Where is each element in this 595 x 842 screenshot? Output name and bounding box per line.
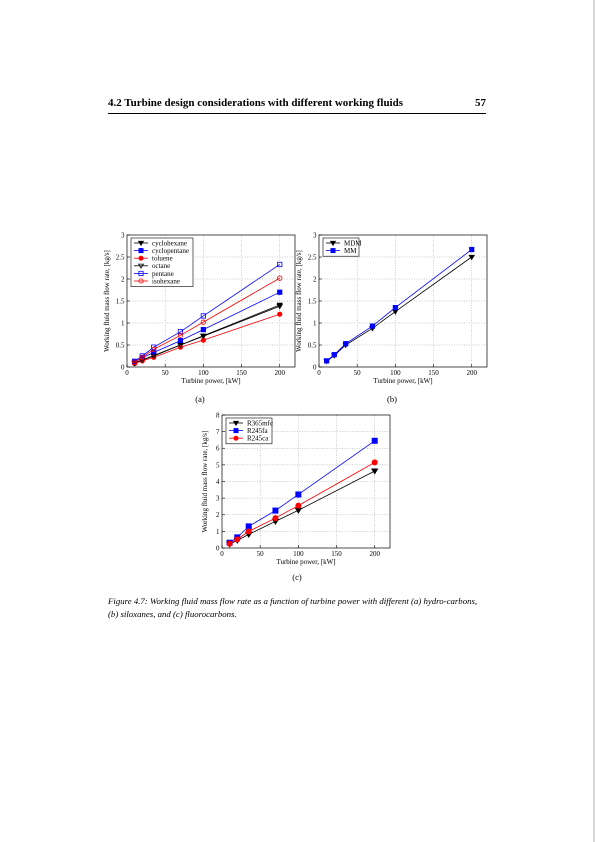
data-point — [278, 312, 282, 316]
y-tick-label: 0 — [121, 363, 125, 372]
data-point — [246, 529, 251, 534]
x-tick-label: 100 — [198, 369, 209, 377]
legend — [323, 238, 362, 256]
y-tick-label: 1 — [121, 319, 125, 328]
legend-label: isohexane — [152, 277, 180, 286]
legend-label: octane — [152, 262, 171, 271]
chart-hydrocarbons — [100, 228, 300, 394]
x-tick-label: 150 — [331, 550, 342, 558]
y-tick-label: 0 — [216, 544, 220, 553]
data-point — [370, 324, 374, 328]
x-tick-label: 0 — [317, 369, 321, 377]
subfigure-label-c: (c) — [292, 572, 302, 582]
legend-marker — [139, 256, 143, 260]
x-tick-label: 200 — [369, 550, 380, 558]
y-tick-label: 0 — [313, 363, 317, 372]
chart-fluorocarbons — [200, 410, 400, 572]
y-tick-label: 2 — [121, 275, 125, 284]
data-point — [273, 515, 278, 520]
legend-marker — [234, 436, 238, 440]
legend-marker — [234, 429, 238, 433]
y-tick-label: 2.5 — [115, 253, 125, 262]
x-tick-label: 100 — [390, 369, 401, 377]
data-point — [246, 524, 251, 529]
y-tick-label: 1.5 — [115, 297, 125, 306]
y-tick-label: 3 — [313, 231, 317, 240]
data-point — [344, 341, 348, 345]
data-point — [324, 359, 328, 363]
x-tick-label: 100 — [293, 550, 304, 558]
x-tick-label: 200 — [466, 369, 477, 377]
data-point — [393, 305, 397, 309]
y-tick-label: 1 — [313, 319, 317, 328]
data-point — [470, 247, 474, 251]
data-point — [332, 352, 336, 356]
chart-svg — [100, 228, 300, 394]
data-point — [273, 508, 278, 513]
y-axis-label: Working fluid mass flow rate, [kg/s] — [103, 250, 111, 352]
legend-label: R245fa — [247, 427, 268, 435]
y-tick-label: 7 — [216, 428, 220, 437]
legend-label: R245ca — [247, 434, 269, 443]
chart-siloxanes — [292, 228, 492, 394]
y-tick-label: 1 — [216, 527, 220, 536]
x-axis-label: Turbine power, [kW] — [276, 558, 336, 566]
x-tick-label: 50 — [256, 550, 264, 558]
y-tick-label: 0.5 — [115, 341, 125, 350]
data-point — [372, 460, 377, 465]
legend-marker — [331, 249, 335, 253]
y-tick-label: 4 — [216, 477, 220, 486]
data-point — [296, 503, 301, 508]
legend-label: MDM — [344, 239, 362, 248]
x-axis-label: Turbine power, [kW] — [373, 377, 433, 385]
x-axis-label: Turbine power, [kW] — [181, 377, 241, 385]
chart-svg — [200, 410, 400, 572]
data-point — [227, 541, 232, 546]
legend-label: cyclohexane — [152, 239, 187, 248]
figure-caption: Figure 4.7: Working fluid mass flow rate as a function of turbine power with different (a) hydro-carbons, (b) siloxanes, and (c) fluorocarbons. — [108, 596, 478, 619]
section-title: 4.2 Turbine design considerations with different working fluids — [108, 97, 404, 109]
chart-svg — [292, 228, 492, 394]
y-tick-label: 2 — [313, 275, 317, 284]
data-point — [278, 290, 282, 294]
y-tick-label: 1.5 — [307, 297, 317, 306]
subfigure-label-b: (b) — [387, 394, 397, 404]
running-header — [108, 97, 486, 114]
x-tick-label: 150 — [428, 369, 439, 377]
y-tick-label: 3 — [216, 494, 220, 503]
legend-label: MM — [344, 247, 357, 255]
x-tick-label: 0 — [220, 550, 224, 558]
y-tick-label: 2 — [216, 511, 220, 520]
subfigure-label-a: (a) — [195, 394, 205, 404]
page-number: 57 — [475, 97, 486, 109]
legend — [131, 238, 193, 287]
x-tick-label: 200 — [274, 369, 285, 377]
legend-label: R365mfc — [247, 419, 274, 428]
legend-marker — [139, 249, 143, 253]
data-point — [201, 327, 205, 331]
legend — [226, 418, 273, 444]
legend-label: toluene — [152, 254, 173, 263]
data-point — [296, 492, 301, 497]
data-point — [178, 338, 182, 342]
y-axis-label: Working fluid mass flow rate, [kg/s] — [295, 250, 303, 352]
y-tick-label: 3 — [121, 231, 125, 240]
y-tick-label: 2.5 — [307, 253, 317, 262]
y-tick-label: 0.5 — [307, 341, 317, 350]
x-tick-label: 150 — [236, 369, 247, 377]
y-axis-label: Working fluid mass flow rate, [kg/s] — [201, 430, 209, 533]
data-point — [235, 537, 240, 542]
y-tick-label: 8 — [216, 411, 220, 420]
y-tick-label: 5 — [216, 461, 220, 470]
legend-label: pentane — [152, 269, 174, 278]
y-tick-label: 6 — [216, 444, 220, 453]
legend-label: cyclopentane — [152, 247, 189, 255]
x-tick-label: 50 — [353, 369, 361, 377]
x-tick-label: 0 — [125, 369, 129, 377]
x-tick-label: 50 — [161, 369, 169, 377]
data-point — [372, 438, 377, 443]
